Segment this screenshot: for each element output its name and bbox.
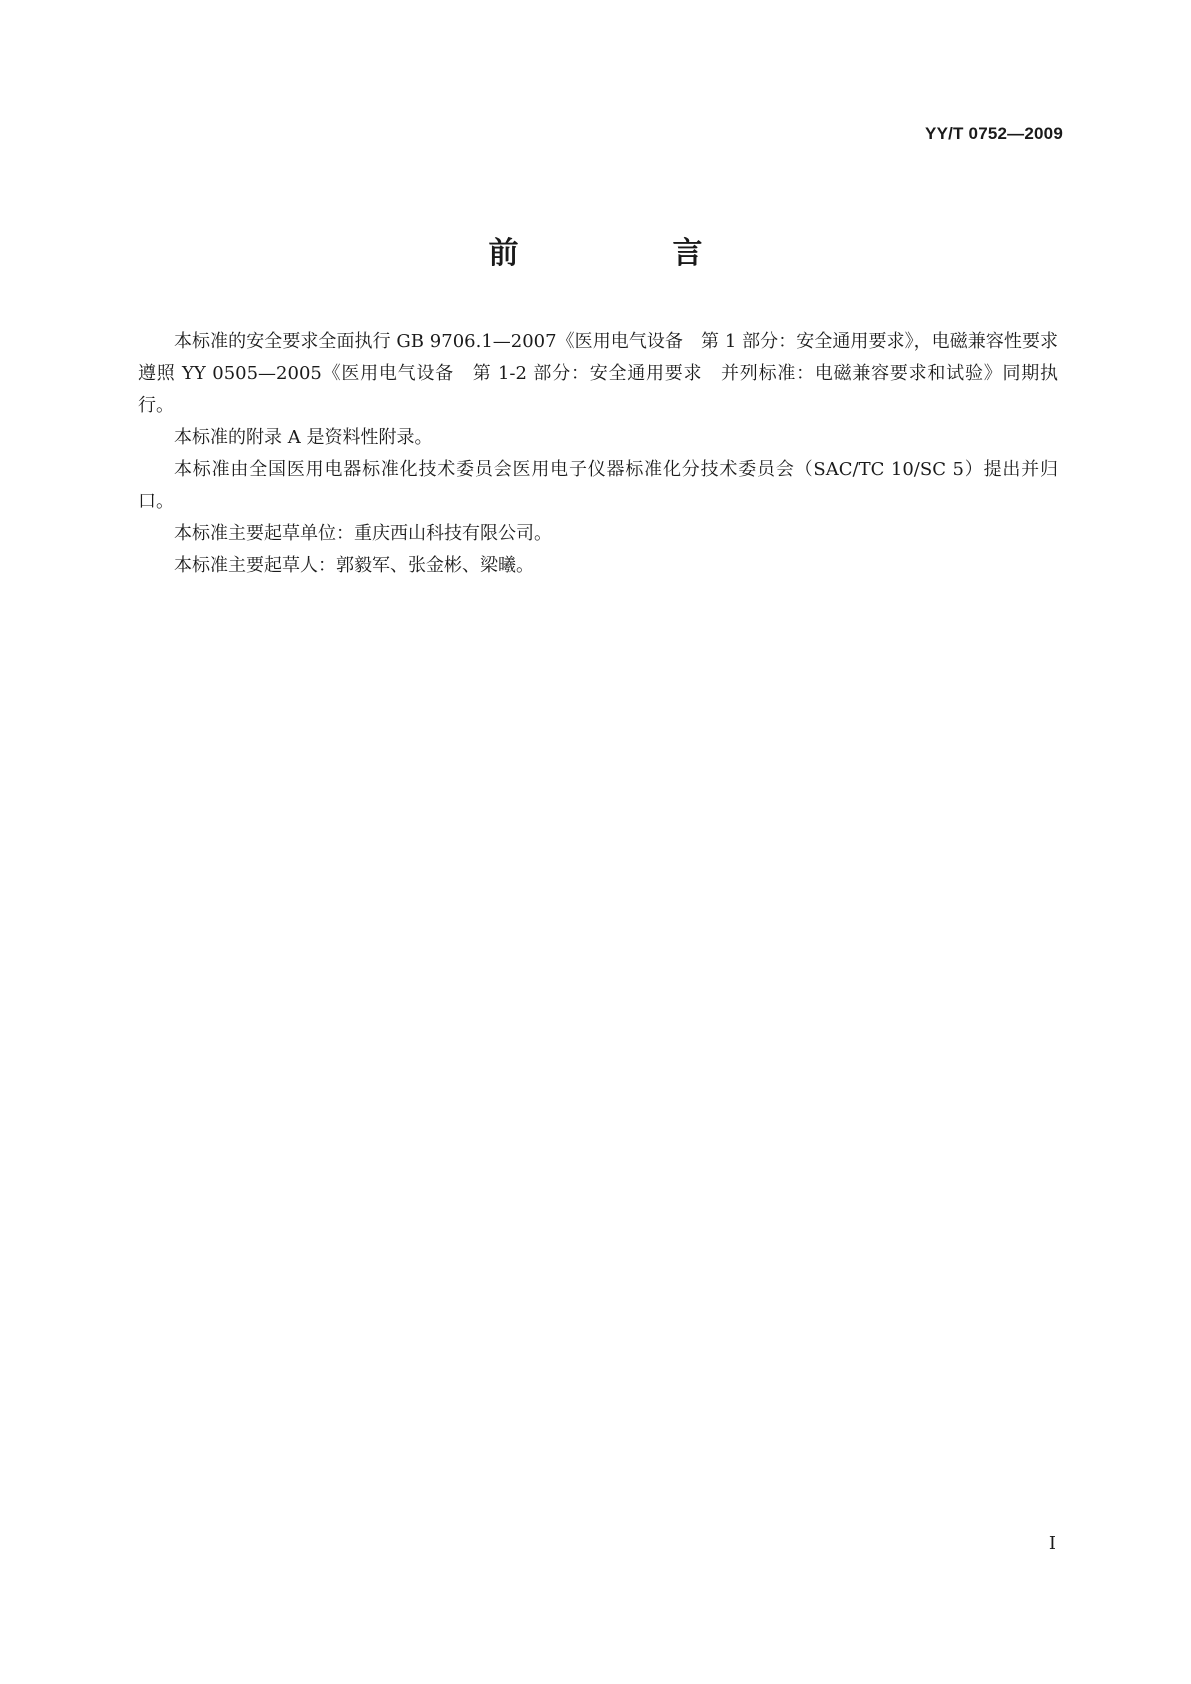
paragraph-safety-requirements: 本标准的安全要求全面执行 GB 9706.1—2007《医用电气设备 第 1 部分：安全通用要求》，电磁兼容性要求遵照 YY 0505—2005《医用电气设备 第 1-2 部分：安全通用要求 并列标准：电磁兼容要求和试验》同期执行。	[138, 331, 1058, 416]
paragraph-drafters: 本标准主要起草人：郭毅军、张金彬、梁曦。	[174, 555, 534, 576]
page-number: I	[1048, 1533, 1056, 1554]
page-title: 前 言	[488, 236, 765, 271]
paragraph-appendix: 本标准的附录 A 是资料性附录。	[174, 427, 433, 448]
paragraph-proposer: 本标准由全国医用电器标准化技术委员会医用电子仪器标准化分技术委员会（SAC/TC 10/SC 5）提出并归口。	[138, 459, 1058, 512]
foreword-body	[138, 326, 1058, 582]
paragraph-drafting-unit: 本标准主要起草单位：重庆西山科技有限公司。	[174, 523, 552, 544]
standard-code: YY/T 0752—2009	[925, 124, 1063, 143]
